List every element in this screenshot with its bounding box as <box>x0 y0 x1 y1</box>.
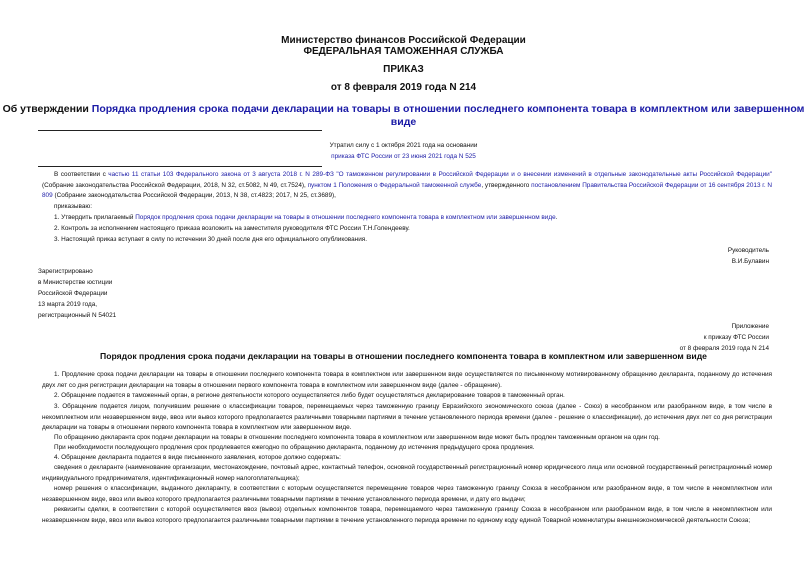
signature-role: Руководитель <box>727 247 769 254</box>
procedure-paragraph-4: По обращению декларанта срок подачи декларации на товары в отношении последнего компонента товара в комплектном или завершенном виде может быть продлен таможенным органом на один год. <box>54 434 660 441</box>
repeal-link-line <box>0 151 807 162</box>
procedure-paragraph-2: 2. Обращение подается в таможенный орган, в регионе деятельности которого осуществляется либо будет осуществляться декларирование товаров в таможенный орган. <box>54 392 565 399</box>
item-2: 2. Контроль за исполнением настоящего приказа возложить на заместителя руководителя ФТС России Т.Н.Голендееву. <box>54 225 410 232</box>
preamble-text-2: (Собрание законодательства Российской Федерации, 2018, N 32, ст.5082, N 49, ст.7524), <box>42 181 308 189</box>
preamble-text-4: (Собрание законодательства Российской Федерации, 2013, N 38, ст.4823; 2017, N 25, ст.3689), <box>52 192 336 200</box>
order-word: приказываю: <box>54 203 92 210</box>
divider-top <box>38 130 322 131</box>
government-decree-link[interactable]: постановлением Правительства Российской Федерации от 16 сентября 2013 г. N 809 <box>42 181 773 200</box>
appendix-order-ref: к приказу ФТС России <box>703 334 769 341</box>
item-3: 3. Настоящий приказ вступает в силу по истечении 30 дней после дня его официального опубликования. <box>54 236 368 243</box>
item-1-end: . <box>555 214 558 221</box>
procedure-paragraph-5: При необходимости последующего продления срок продлевается ежегодно по обращению декларанта, поданному до истечения предыдущего срока продления. <box>54 444 535 451</box>
registration-date: 13 марта 2019 года, <box>38 301 98 308</box>
registration-line-2: в Министерстве юстиции <box>38 279 113 286</box>
title-prefix: Об утверждении <box>2 103 92 115</box>
registration-number: регистрационный N 54021 <box>38 312 117 319</box>
item-1-text: 1. Утвердить прилагаемый <box>54 214 136 221</box>
repeal-note: Утратил силу с 1 октября 2021 года на основании <box>329 142 478 149</box>
procedure-paragraph-3: 3. Обращение подается лицом, получившим решение о классификации товаров, перемещаемых через таможенную границу Евразийского экономического союза (далее - Союз) в несобранном или разобранном виде, в том числе в некомплектном или незавершенном виде, ввоз или вывоз которого предполагается различными товарными партиями в течение установленного периода времени (далее - решение о классификации), до истечения двух лет со дня регистрации декларации на товары в отношении первого компонента товара в комплектном или завершенном виде. <box>42 403 772 432</box>
procedure-title: Порядок продления срока подачи декларации на товары в отношении последнего компонента товара в комплектном или завершенном виде <box>100 351 707 361</box>
preamble-text-1: В соответствии с <box>54 171 109 178</box>
procedure-paragraph-7: сведения о декларанте (наименование организации, местонахождение, почтовый адрес, контактный телефон, основной государственный регистрационный номер юридического лица или основной государственный регистрационный номер индивидуального предпринимателя, идентификационный номер налогоплательщика); <box>42 464 772 482</box>
regulation-link[interactable]: пунктом 1 Положения о Федеральной таможенной службе <box>307 181 482 189</box>
procedure-paragraph-9: реквизиты сделки, в соответствии с которой осуществляется ввоз (вывоз) отдельных компонентов товара, перемещаемого через таможенную границу Союза в несобранном или разобранном виде, в том числе в некомплектном или незавершенном виде, ввоз или вывоз которого предполагается различными товарными партиями в течение установленного периода времени по единому коду единой Товарной номенклатуры внешнеэкономической деятельности Союза; <box>42 506 772 524</box>
order-date-number: от 8 февраля 2019 года N 214 <box>330 82 477 93</box>
procedure-paragraph-8: номер решения о классификации, выданного декларанту, в соответствии с которым осуществляется перемещение товаров через таможенную границу Союза в несобранном или разобранном виде, в том числе в некомплектном или незавершенном виде, ввоз или вывоз которого предполагается различными товарными партиями в течение установленного периода времени, и дату его выдачи; <box>42 485 772 503</box>
document-title <box>0 103 807 129</box>
procedure-paragraph-6: 4. Обращение декларанта подается в виде письменного заявления, которое должно содержать: <box>54 454 341 461</box>
procedure-paragraph-1: 1. Продление срока подачи декларации на товары в отношении последнего компонента товара в комплектном или завершенном виде осуществляется по письменному мотивированному обращению декларанта, поданному до истечения двух лет со дня регистрации декларации на товары в отношении первого компонента товара в комплектном или завершенном виде (далее - обращение). <box>42 371 772 389</box>
ministry-name: Министерство финансов Российской Федерации <box>281 35 526 46</box>
appendix-order-date: от 8 февраля 2019 года N 214 <box>679 345 769 352</box>
federal-law-link[interactable]: частью 11 статьи 103 Федерального закона от 3 августа 2018 г. N 289-ФЗ "О таможенном регулировании в Российской Федерации и о внесении изменений в отдельные законодательные акты Российской Федерации" <box>108 171 773 178</box>
title-procedure-link[interactable]: Порядка продления срока подачи декларации на товары в отношении последнего компонента товара в комплектном или завершенном виде <box>91 103 805 128</box>
service-name: ФЕДЕРАЛЬНАЯ ТАМОЖЕННАЯ СЛУЖБА <box>303 46 504 57</box>
preamble-paragraph <box>42 170 772 202</box>
signature-name: В.И.Булавин <box>731 258 769 265</box>
order-heading: ПРИКАЗ <box>383 64 424 75</box>
divider-bottom <box>38 166 322 167</box>
repeal-order-link[interactable]: приказа ФТС России от 23 июня 2021 года N 525 <box>331 153 476 160</box>
item-1 <box>54 213 772 224</box>
registration-line-3: Российской Федерации <box>38 290 108 297</box>
item-1-procedure-link[interactable]: Порядок продления срока подачи декларации на товары в отношении последнего компонента товара в комплектном или завершенном виде <box>135 214 556 221</box>
registration-line-1: Зарегистрировано <box>38 268 93 275</box>
appendix-label: Приложение <box>731 323 769 330</box>
preamble-text-3: , утвержденного <box>481 181 532 189</box>
